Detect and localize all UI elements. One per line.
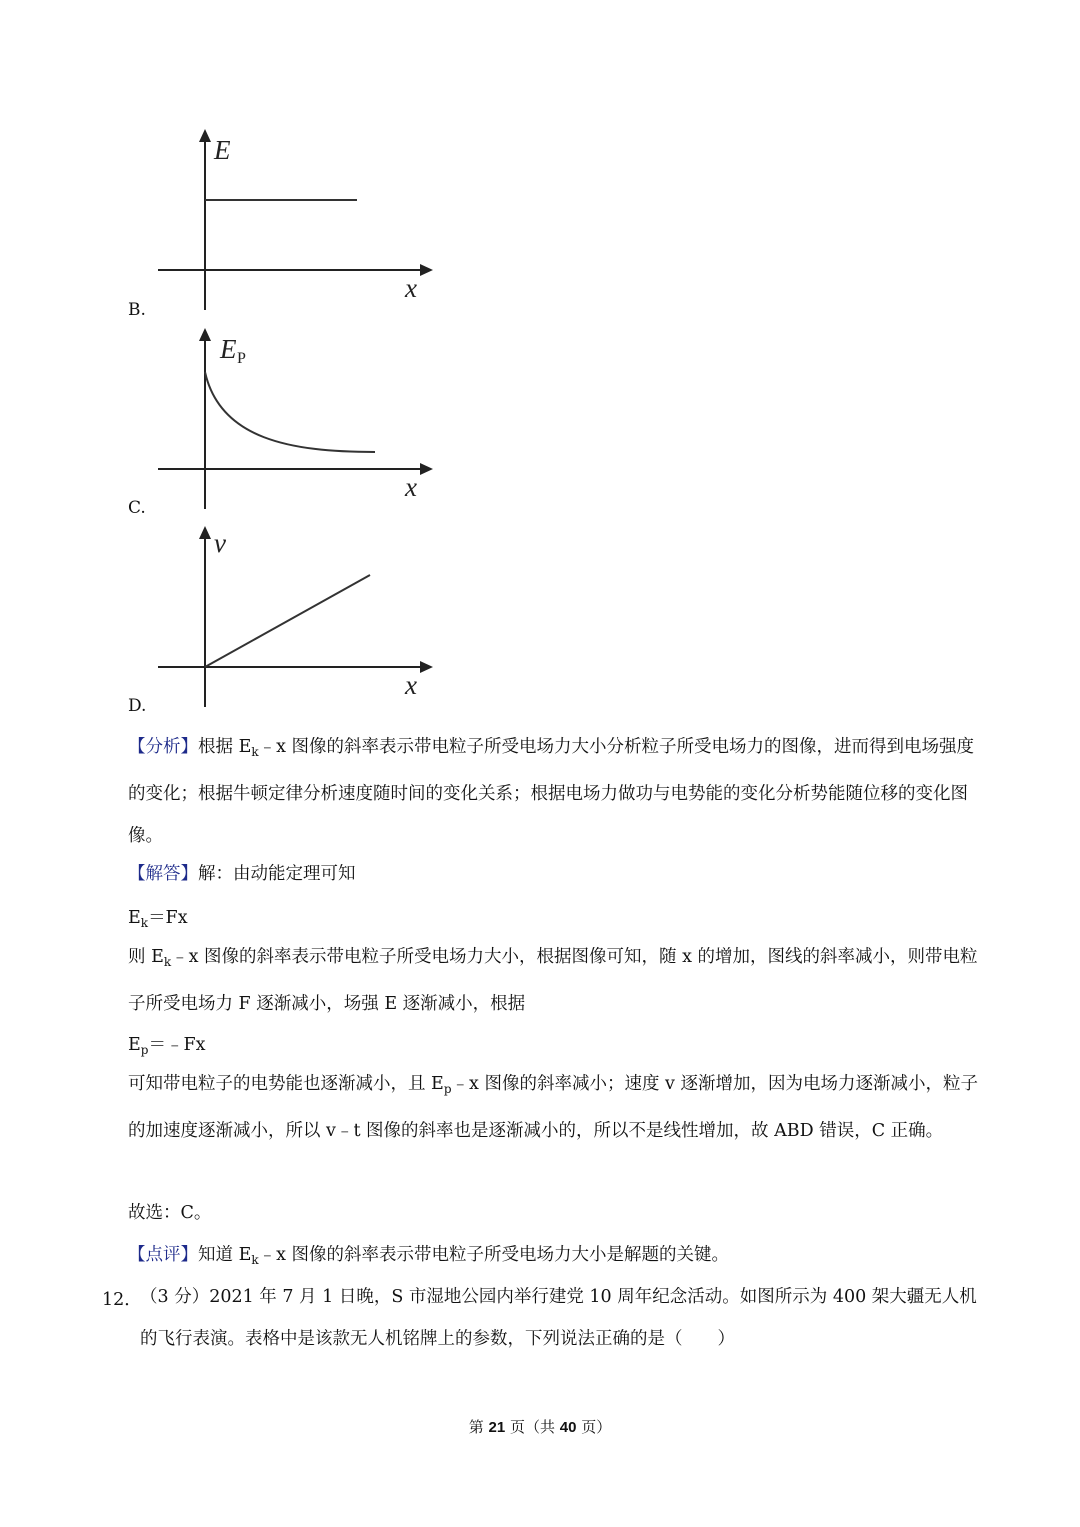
p3-sub: p [443,1082,452,1096]
option-c-label: C. [128,498,146,518]
option-b-svg [150,125,440,315]
linear-line [205,575,370,667]
option-c-svg [150,324,440,514]
eq1-symbol: E [128,908,141,928]
p2-sub: k [163,955,172,969]
option-d-label: D. [128,696,147,716]
comment-text-2: ﹣x 图像的斜率表示带电粒子所受电场力大小是解题的关键。 [258,1245,730,1265]
x-axis-arrow [420,463,433,475]
analysis-text-1: 根据 E [198,737,252,757]
answer-tag: 【解答】 [128,864,198,884]
p3-text-2: ﹣x 图像的斜率减小；速度 v 逐渐增加，因为电场力逐渐减小，粒子的加速度逐渐减小，所以 v﹣t 图像的斜率也是逐渐减小的，所以不是线性增加，故 ABD 错误，C 正确。 [128,1074,978,1141]
eq1-sub: k [140,916,149,930]
eq2-symbol: E [128,1035,141,1055]
question-12-number: 12． [102,1290,142,1310]
answer-paragraph-2 [128,936,988,1025]
comment-tag: 【点评】 [128,1245,198,1265]
axis-label-x: x [405,472,417,502]
comment-line [128,1241,729,1267]
analysis-text-2: ﹣x 图像的斜率表示带电粒子所受电场力大小分析粒子所受电场力的图像，进而得到电场强度的变化；根据牛顿定律分析速度随时间的变化关系；根据电场力做功与电势能的变化分析势能随位移的变化图像。 [128,737,975,846]
footer-prefix: 第 [468,1418,489,1436]
answer-intro [128,860,356,885]
answer-paragraph-3 [128,1063,988,1152]
answer-choice: 故选：C。 [128,1203,212,1223]
option-c-graph [150,324,440,514]
eq2-sub: p [140,1043,149,1057]
y-axis-arrow [199,129,211,142]
analysis-tag: 【分析】 [128,737,198,757]
equation-kinetic [128,904,188,930]
equation-potential [128,1031,205,1057]
decay-curve [205,372,375,452]
axis-label-y-sub: P [237,350,246,367]
option-d-svg [150,522,440,712]
axis-label-y: v [214,528,226,558]
comment-sub: k [251,1253,259,1267]
axis-label-x: x [405,273,417,303]
analysis-paragraph [128,726,988,857]
axis-label-y: E [214,135,231,165]
option-b-graph [150,125,440,315]
y-axis-arrow [199,328,211,341]
y-axis-arrow [199,526,211,539]
eq1-rhs: ＝Fx [148,908,188,928]
question-12-text: （3 分）2021 年 7 月 1 日晚，S 市湿地公园内举行建党 10 周年纪念活动。如图所示为 400 架大疆无人机的飞行表演。表格中是该款无人机铭牌上的参数，下列说法正确的是（ ） [140,1287,977,1349]
comment-text-1: 知道 E [198,1245,252,1265]
footer-middle: 页（共 [505,1418,560,1436]
x-axis-arrow [420,264,433,276]
page-footer [0,1416,1080,1437]
x-axis-arrow [420,661,433,673]
p2-text-1: 则 E [128,947,164,967]
p2-text-2: ﹣x 图像的斜率表示带电粒子所受电场力大小，根据图像可知，随 x 的增加，图线的斜率减小，则带电粒子所受电场力 F 逐渐减小，场强 E 逐渐减小，根据 [128,947,978,1014]
eq2-rhs: ＝﹣Fx [148,1035,206,1055]
answer-intro-text: 解：由动能定理可知 [198,864,356,884]
axis-label-y: E [220,334,237,364]
analysis-sub: k [251,745,259,759]
axis-label-x: x [405,670,417,700]
p3-text-1: 可知带电粒子的电势能也逐渐减小，且 E [128,1074,444,1094]
option-b-label: B. [128,300,146,320]
option-d-graph [150,522,440,712]
footer-suffix: 页） [576,1418,612,1436]
footer-total-pages: 40 [559,1419,577,1436]
footer-page-number: 21 [488,1419,506,1436]
